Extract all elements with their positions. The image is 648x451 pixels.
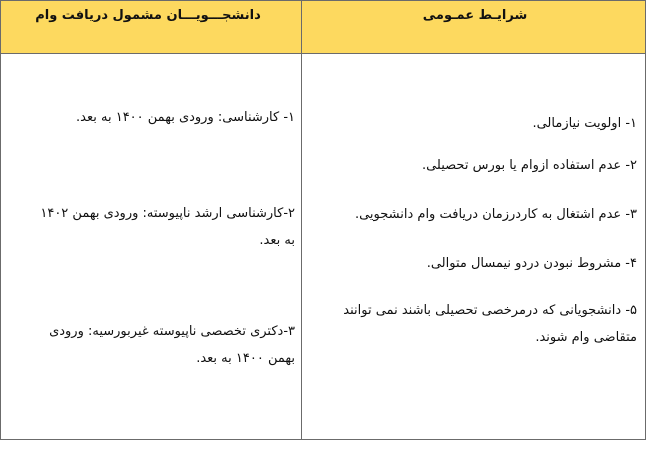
condition-item-3: ۳- عدم اشتغال به کاردرزمان دریافت وام دانشجویی. [354,207,637,222]
condition-item-4: ۴- مشروط نبودن دردو نیمسال متوالی. [426,256,637,271]
student-item-masters: ۲-کارشناسی ارشد ناپیوسته: ورودی بهمن ۱۴۰۲ به بعد. [40,206,295,248]
condition-item-1: ۱- اولویت نیازمالی. [532,116,637,131]
student-item-bachelor: ۱- کارشناسی: ورودی بهمن ۱۴۰۰ به بعد. [76,110,295,125]
condition-item-5: ۵- دانشجویانی که درمرخصی تحصیلی باشند نمی توانند متقاضی وام شوند. [343,303,637,345]
condition-item-2: ۲- عدم استفاده ازوام یا بورس تحصیلی. [421,158,637,173]
header-general-conditions: شرایـط عمـومی [422,8,528,23]
column-divider [301,0,302,440]
header-eligible-students: دانشجـــویـــان مشمول دریافت وام [35,8,261,23]
student-item-phd: ۳-دکتری تخصصی ناپیوسته غیربورسیه: ورودی بهمن ۱۴۰۰ به بعد. [49,324,295,366]
